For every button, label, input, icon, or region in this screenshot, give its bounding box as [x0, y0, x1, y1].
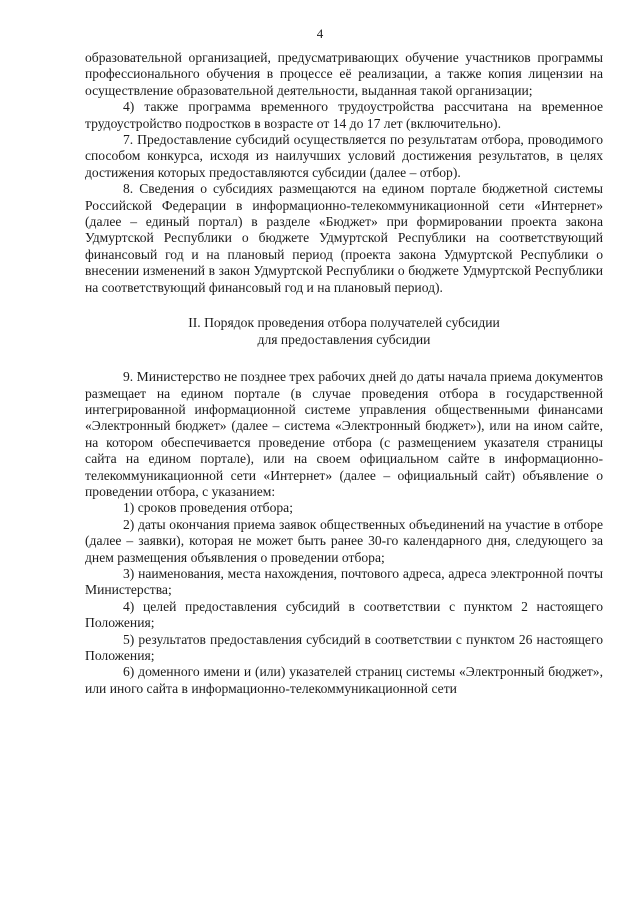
- list-item-4: 4) также программа временного трудоустройства рассчитана на временное трудоустройство подростков в возрасте от 14 до 17 лет (включительно).: [85, 99, 603, 131]
- paragraph-8: 8. Сведения о субсидиях размещаются на едином портале бюджетной системы Российской Федерации в информационно-телекоммуникационной сети «Интернет» (далее – единый портал) в разделе «Бюджет» при формировании проекта закона Удмуртской Республики о бюджете Удмуртской Республики на соответствующий финансовый год и на плановый период (проекта закона Удмуртской Республики о внесении изменений в закон Удмуртской Республики о бюджете Удмуртской Республики на соответствующий финансовый год и на плановый период).: [85, 181, 603, 295]
- section-heading: [85, 314, 603, 348]
- subitem-2: 2) даты окончания приема заявок общественных объединений на участие в отборе (далее – заявки), которая не может быть ранее 30-го календарного дня, следующего за днем размещения объявления о проведении отбора;: [85, 516, 603, 565]
- paragraph-7: 7. Предоставление субсидий осуществляется по результатам отбора, проводимого способом конкурса, исходя из наилучших условий достижения результатов, в целях достижения которых предоставляются субсидии (далее – отбор).: [85, 132, 603, 180]
- paragraph-continuation: образовательной организацией, предусматривающих обучение участников программы профессионального обучения в процессе её реализации, а также копия лицензии на осуществление образовательной деятельности, выданная такой организации;: [85, 50, 603, 98]
- page-number: 4: [316, 26, 324, 41]
- paragraph-9: 9. Министерство не позднее трех рабочих дней до даты начала приема документов размещает на едином портале (в случае проведения отбора в государственной интегрированной информационной системе управления общественными финансами «Электронный бюджет» (далее – система «Электронный бюджет»), или на ином сайте, на котором обеспечивается проведение отбора (с размещением указателя страницы сайта на едином портале), или на своем официальном сайте в информационно-телекоммуникационной сети «Интернет» (далее – официальный сайт) объявление о проведении отбора, с указанием:: [85, 369, 603, 499]
- subitem-5: 5) результатов предоставления субсидий в соответствии с пунктом 26 настоящего Положения;: [85, 631, 603, 663]
- subitem-1: 1) сроков проведения отбора;: [123, 500, 293, 516]
- subitem-3: 3) наименования, места нахождения, почтового адреса, адреса электронной почты Министерства;: [85, 565, 603, 598]
- section-heading-line-1: II. Порядок проведения отбора получателей субсидии: [188, 315, 500, 331]
- subitem-6: 6) доменного имени и (или) указателей страниц системы «Электронный бюджет», или иного сайта в информационно-телекоммуникационной сети: [85, 664, 603, 696]
- section-heading-line-2: для предоставления субсидии: [257, 332, 431, 348]
- document-body: [85, 50, 603, 697]
- subitem-4: 4) целей предоставления субсидий в соответствии с пунктом 2 настоящего Положения;: [85, 598, 603, 631]
